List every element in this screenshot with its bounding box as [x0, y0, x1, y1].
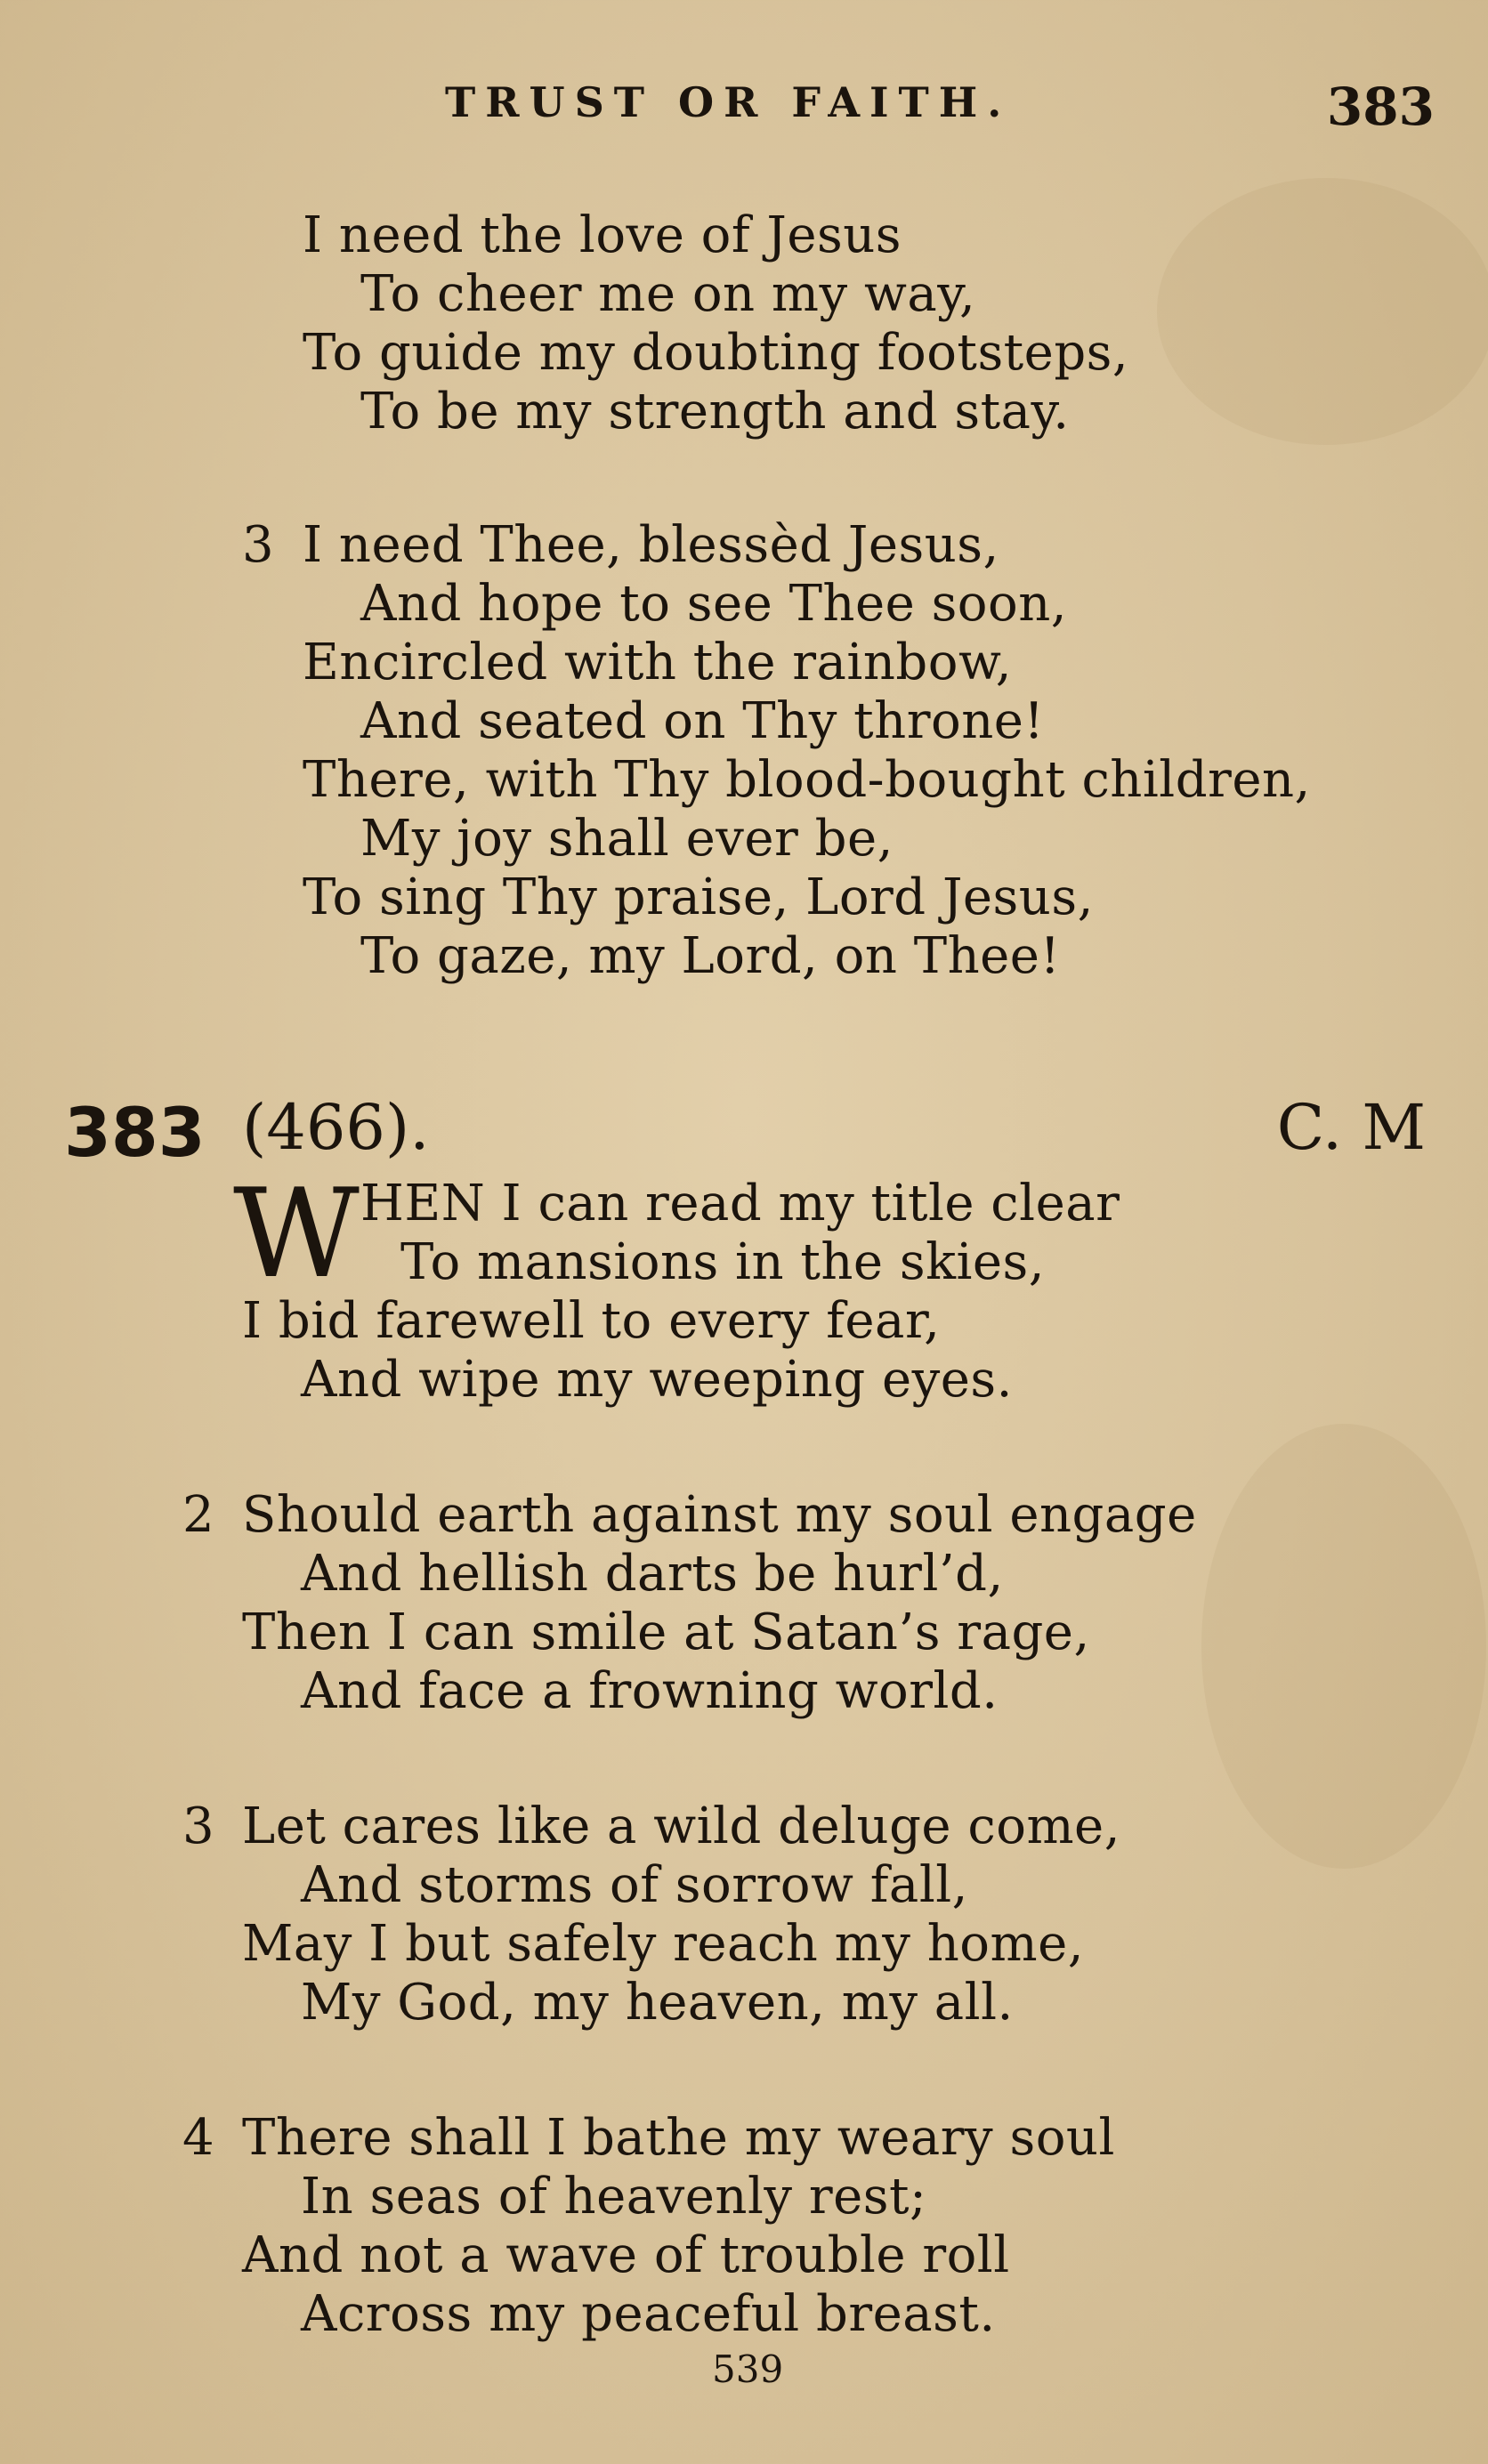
- page-number: 383: [1326, 77, 1435, 137]
- verse-line: I bid farewell to every fear,: [242, 1292, 941, 1350]
- stanza-number: 2: [182, 1486, 215, 1544]
- verse-line: To gaze, my Lord, on Thee!: [360, 927, 1061, 985]
- hymn-number: 383: [64, 1093, 206, 1172]
- stanza-number: 4: [182, 2109, 215, 2167]
- verse-line: I need the love of Jesus: [303, 206, 902, 264]
- drop-cap: W: [233, 1162, 360, 1305]
- stanza-number: 3: [242, 516, 275, 574]
- verse-line: In seas of heavenly rest;: [301, 2168, 927, 2226]
- verse-line: My joy shall ever be,: [360, 810, 894, 868]
- sequence-number: 539: [712, 2347, 784, 2391]
- hymn-alt-number: (466).: [242, 1091, 430, 1164]
- hymn-meter: C. M: [1276, 1091, 1426, 1164]
- verse-line: To be my strength and stay.: [360, 383, 1070, 440]
- verse-line: To guide my doubting footsteps,: [303, 324, 1129, 382]
- verse-line: And hope to see Thee soon,: [360, 575, 1068, 633]
- verse-line: There shall I bathe my weary soul: [242, 2109, 1115, 2167]
- verse-line: To cheer me on my way,: [360, 265, 976, 323]
- verse-line: Encircled with the rainbow,: [303, 634, 1013, 691]
- verse-line: To sing Thy praise, Lord Jesus,: [303, 868, 1094, 926]
- verse-line: My God, my heaven, my all.: [301, 1974, 1014, 2032]
- running-title: TRUST OR FAITH.: [445, 78, 1012, 126]
- verse-line: May I but safely reach my home,: [242, 1915, 1085, 1973]
- verse-line: And seated on Thy throne!: [360, 692, 1045, 750]
- verse-line: HEN I can read my title clear: [360, 1175, 1120, 1232]
- verse-line: And wipe my weeping eyes.: [301, 1351, 1013, 1409]
- verse-line: There, with Thy blood-bought children,: [303, 751, 1311, 809]
- page-stain: [1157, 178, 1488, 445]
- verse-line: Across my peaceful breast.: [301, 2285, 996, 2343]
- verse-line: Should earth against my soul engage: [242, 1486, 1197, 1544]
- page-stain: [1201, 1424, 1486, 1869]
- verse-line: To mansions in the skies,: [400, 1233, 1046, 1291]
- stanza-number: 3: [182, 1798, 215, 1855]
- verse-line: And storms of sorrow fall,: [301, 1856, 968, 1914]
- verse-line: And face a frowning world.: [301, 1662, 999, 1720]
- verse-line: And not a wave of trouble roll: [242, 2226, 1010, 2284]
- verse-line: And hellish darts be hurl’d,: [301, 1545, 1004, 1603]
- verse-line: I need Thee, blessèd Jesus,: [303, 516, 999, 574]
- verse-line: Then I can smile at Satan’s rage,: [242, 1604, 1090, 1661]
- verse-line: Let cares like a wild deluge come,: [242, 1798, 1120, 1855]
